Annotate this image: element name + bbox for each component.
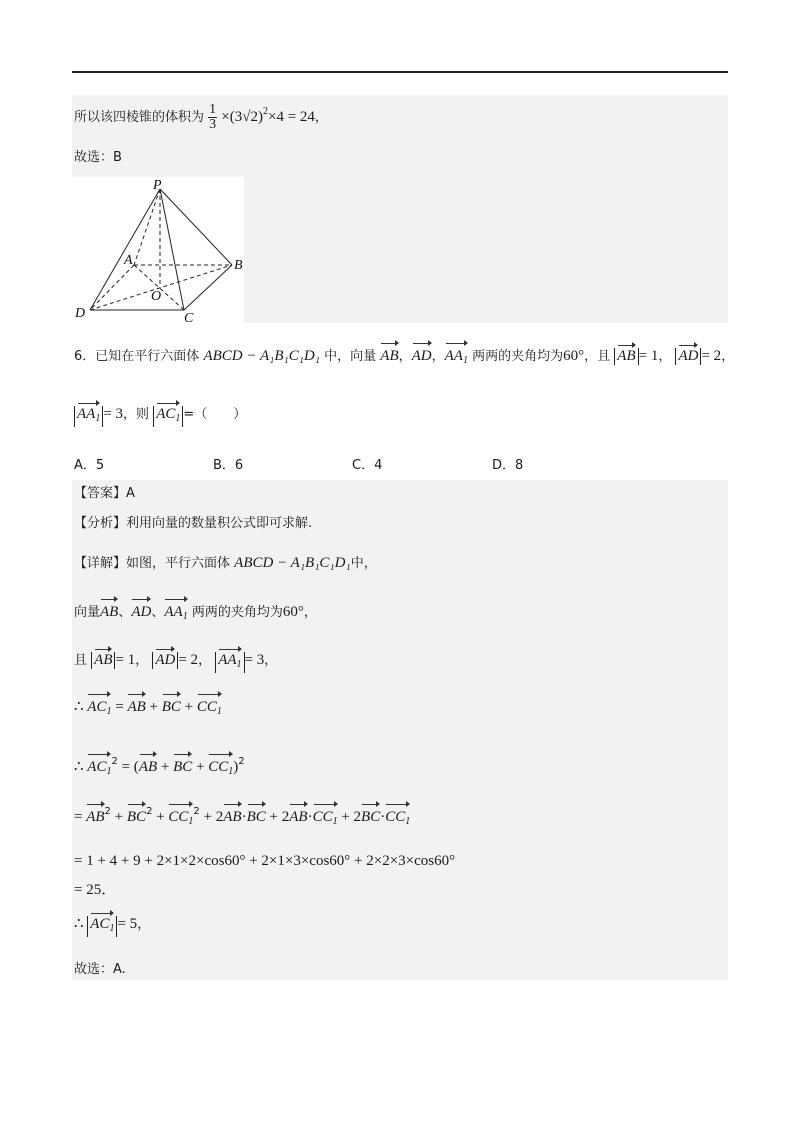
- result-25-line: = 25．: [74, 882, 117, 898]
- q6-solid: ABCD − A₁B₁C₁D₁: [203, 348, 320, 364]
- volume-line: 所以该四棱锥的体积为 $\frac{1}{3}$ $\times(3√2)^2\times 4 = 24$，: [74, 102, 328, 132]
- option-B[interactable]: B．6: [213, 458, 244, 473]
- detail-line: 【详解】如图，平行六面体 ABCD − A₁B₁C₁D₁中，: [74, 555, 377, 571]
- analysis-line: 【分析】利用向量的数量积公式即可求解.: [74, 516, 313, 531]
- expand-line: = $AB^2 + BC^2 + CC_1^2 + 2AB\cdot BC + 2AB\cdot CC_1 + 2BC\cdot CC_1$: [74, 802, 410, 832]
- q6-number: 6．: [74, 349, 96, 364]
- label-A: A: [124, 253, 133, 268]
- decomposition-line: ∴ $AC_1$ = AB + BC + $CC_1$: [74, 697, 222, 722]
- lengths-line: 且 AB = 1， AD = 2， $AA_1 = 3$，: [74, 650, 277, 673]
- label-D: D: [75, 306, 86, 321]
- label-C: C: [184, 311, 194, 323]
- cos-line: = 1 + 4 + 9 + 2×1×2×cos60° + 2×1×3×cos60° + 2×2×3×cos60°: [74, 853, 456, 869]
- label-P: P: [153, 178, 162, 193]
- q6-stem-line1: 6．已知在平行六面体 ABCD − A₁B₁C₁D₁ 中，向量 AB，AD，$AA_1$ 两两的夹角均为60°，且 AB = 1， AD = 2，: [74, 346, 734, 371]
- square-line: ∴ $AC_1^2 = (AB$ + BC + $CC_1)^2$: [74, 752, 245, 782]
- answer-line: 【答案】A: [74, 486, 135, 501]
- label-O: O: [151, 289, 162, 304]
- vectors-line: 向量AB、AD、$AA_1$ 两两的夹角均为60°，: [74, 602, 317, 627]
- pyramid-figure: [72, 177, 244, 323]
- option-D[interactable]: D．8: [492, 458, 524, 473]
- one-third-fraction: $\frac{1}{3}$: [209, 102, 217, 132]
- option-A[interactable]: A．5: [74, 458, 105, 473]
- final-line: ∴ $AC_1 = 5$，: [74, 914, 150, 937]
- header-rule: [72, 71, 728, 73]
- pyramid-diagram: [72, 177, 244, 323]
- solution-choice: 故选：A.: [74, 962, 126, 977]
- prev-choice: 故选：B: [74, 150, 122, 165]
- q6-stem-line2: $AA_1 = 3$，则 $AC_1$ =（ ）: [74, 404, 246, 427]
- label-B: B: [234, 258, 243, 273]
- option-C[interactable]: C．4: [352, 458, 383, 473]
